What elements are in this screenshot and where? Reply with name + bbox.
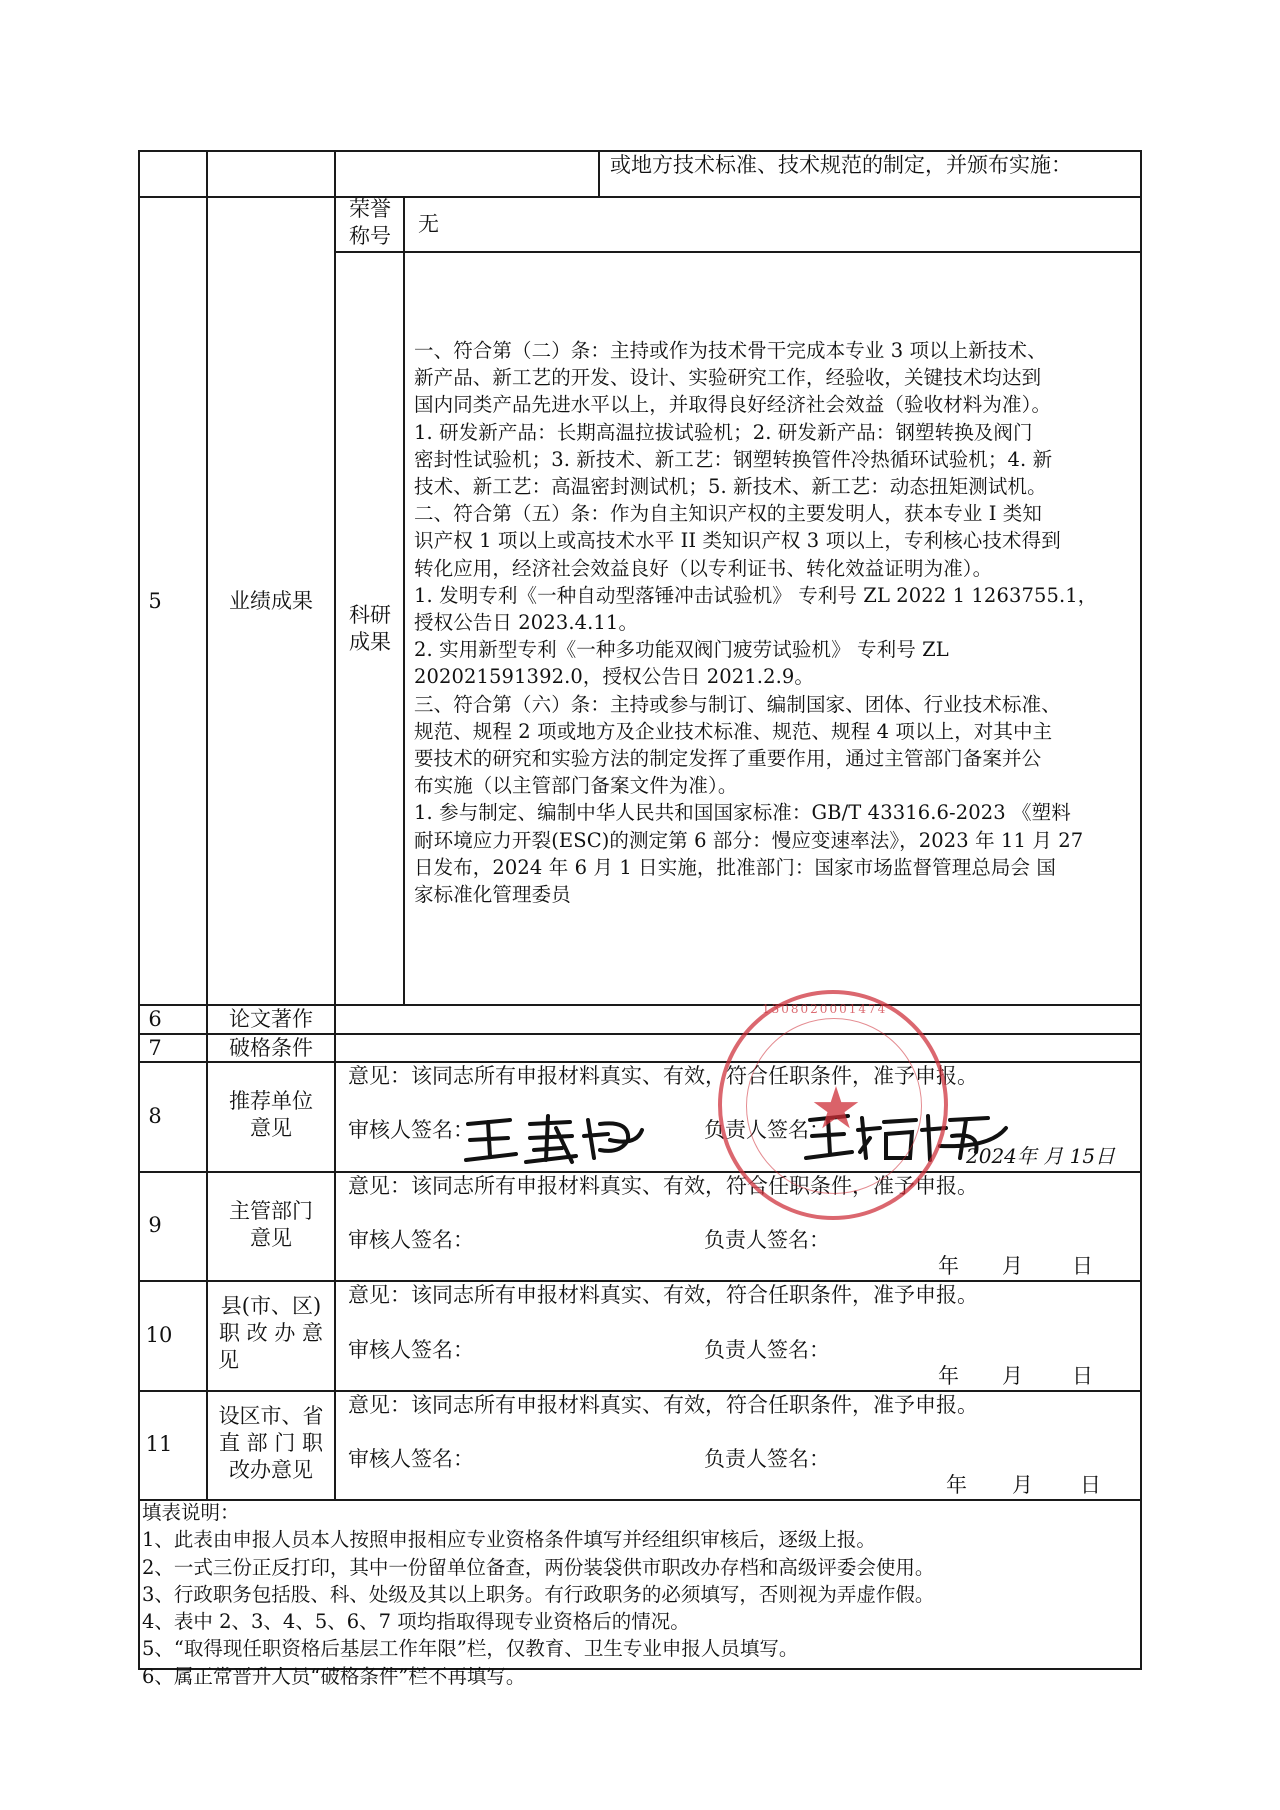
form-instructions xyxy=(142,1499,934,1690)
date-year: 年 xyxy=(938,1254,959,1278)
standard-continuation-text: 或地方技术标准、技术规范的制定，并颁布实施： xyxy=(610,153,1072,177)
date-day: 日 xyxy=(1072,1364,1093,1388)
instruction-item: 3、行政职务包括股、科、处级及其以上职务。有行政职务的必须填写，否则视为弄虚作假。 xyxy=(142,1582,935,1606)
date-day: 日 xyxy=(1072,1254,1093,1278)
date-year: 年 xyxy=(938,1364,959,1388)
handwritten-date: 2024年 月 15日 xyxy=(966,1144,1116,1168)
date-month: 月 xyxy=(1012,1473,1033,1497)
rule xyxy=(334,150,336,1500)
row-number: 11 xyxy=(145,1432,173,1456)
research-results-text: 一、符合第（二）条：主持或作为技术骨干完成本专业 3 项以上新技术、 新产品、新工艺的开发、设计、实验研究工作，经验收，关键技术均达到 国内同类产品先进水平以上，并取得良好经济社会效益（验收材料为准）。 1. 研发新产品：长期高温拉拔试验机；2. 研发新产品：钢塑转换及阀门 密封性试验机；3. 新技术、新工艺：钢塑转换管件冷热循环试验机；4. 新 技术、新工艺：高温密封测试机；5. 新技术、新工艺：动态扭矩测试机。 二、符合第（五）条：作为自主知识产权的主要发明人，获本专业 I 类知 识产权 1 项以上或高技术水平 II 类知识产权 3 项以上，专利核心技术得到 转化应用，经济社会效益良好（以专利证书、转化效益证明为准）。 1. 发明专利《一种自动型落锤冲击试验机》 专利号 ZL 2022 1 1263755.1， 授权公告日 2023.4.11。 2. 实用新型专利《一种多功能双阀门疲劳试验机》 专利号 ZL 202021591392.0，授权公告日 2021.2.9。 三、符合第（六）条：主持或参与制订、编制国家、团体、行业技术标准、 规范、规程 2 项或地方及企业技术标准、规范、规程 4 项以上，对其中主 要技术的研究和实验方法的制定发挥了重要作用，通过主管部门备案并公 布实施（以主管部门备案文件为准）。 1. 参与制定、编制中华人民共和国国家标准：GB/T 43316.6-2023 《塑料 耐环境应力开裂(ESC)的测定第 6 部分：慢应变速率法》，2023 年 11 月 27 日发布，2024 年 6 月 1 日实施，批准部门：国家市场监督管理总局会 国 家标准化管理委员 xyxy=(414,339,1098,907)
county-office-label: 县(市、区) 职 改 办 意 见 xyxy=(218,1294,324,1372)
opinion-text: 意见：该同志所有申报材料真实、有效，符合任职条件，准予申报。 xyxy=(348,1064,978,1088)
recommending-unit-label: 推荐单位 意见 xyxy=(229,1089,313,1140)
reviewer-signature-label: 审核人签名： xyxy=(348,1228,474,1252)
date-month: 月 xyxy=(1002,1364,1023,1388)
city-office-label: 设区市、省 直 部 门 职 改办意见 xyxy=(218,1404,324,1482)
instruction-item: 5、“取得现任职资格后基层工作年限”栏，仅教育、卫生专业申报人员填写。 xyxy=(142,1637,799,1661)
row-number: 6 xyxy=(148,1007,162,1031)
rule xyxy=(138,196,1142,198)
rule xyxy=(334,251,1142,253)
honor-title-value: 无 xyxy=(418,212,439,236)
leader-signature-label: 负责人签名： xyxy=(704,1447,830,1471)
seal-star-icon: ★ xyxy=(810,1074,862,1142)
row-number: 8 xyxy=(148,1104,162,1128)
honor-title-label: 荣誉 称号 xyxy=(349,197,391,248)
date-year: 年 xyxy=(946,1473,967,1497)
leader-signature-label: 负责人签名： xyxy=(704,1338,830,1362)
seal-serial-number: 1308020001474 xyxy=(762,1002,888,1016)
opinion-text: 意见：该同志所有申报材料真实、有效，符合任职条件，准予申报。 xyxy=(348,1283,978,1307)
instruction-item: 6、属正常晋升人员“破格条件”栏不再填写。 xyxy=(142,1664,526,1688)
reviewer-handwritten-signature xyxy=(460,1110,650,1170)
row-label: 破格条件 xyxy=(229,1036,313,1060)
leader-signature-label: 负责人签名： xyxy=(704,1118,830,1142)
leader-signature-label: 负责人签名： xyxy=(704,1228,830,1252)
rule xyxy=(1140,150,1142,1670)
opinion-text: 意见：该同志所有申报材料真实、有效，符合任职条件，准予申报。 xyxy=(348,1174,978,1198)
research-results-label: 科研 成果 xyxy=(349,603,391,654)
instruction-item: 2、一式三份正反打印，其中一份留单位备查，两份装袋供市职改办存档和高级评委会使用。 xyxy=(142,1555,935,1579)
row-number: 10 xyxy=(145,1323,173,1347)
instructions-title: 填表说明： xyxy=(142,1501,240,1524)
reviewer-signature-label: 审核人签名： xyxy=(348,1447,474,1471)
row-label: 论文著作 xyxy=(229,1007,313,1031)
rule xyxy=(598,150,600,197)
date-day: 日 xyxy=(1080,1473,1101,1497)
reviewer-signature-label: 审核人签名： xyxy=(348,1118,474,1142)
instruction-item: 4、表中 2、3、4、5、6、7 项均指取得现专业资格后的情况。 xyxy=(142,1610,690,1634)
instruction-item: 1、此表由申报人员本人按照申报相应专业资格条件填写并经组织审核后，逐级上报。 xyxy=(142,1528,876,1552)
seal-inner-ring xyxy=(746,1018,922,1194)
rule xyxy=(403,196,405,1005)
row-number: 9 xyxy=(148,1213,162,1237)
row-number: 7 xyxy=(148,1036,162,1060)
row-number: 5 xyxy=(148,589,162,613)
opinion-text: 意见：该同志所有申报材料真实、有效，符合任职条件，准予申报。 xyxy=(348,1393,978,1417)
date-month: 月 xyxy=(1002,1254,1023,1278)
competent-department-label: 主管部门 意见 xyxy=(229,1199,313,1250)
row-label: 业绩成果 xyxy=(229,589,313,613)
reviewer-signature-label: 审核人签名： xyxy=(348,1338,474,1362)
